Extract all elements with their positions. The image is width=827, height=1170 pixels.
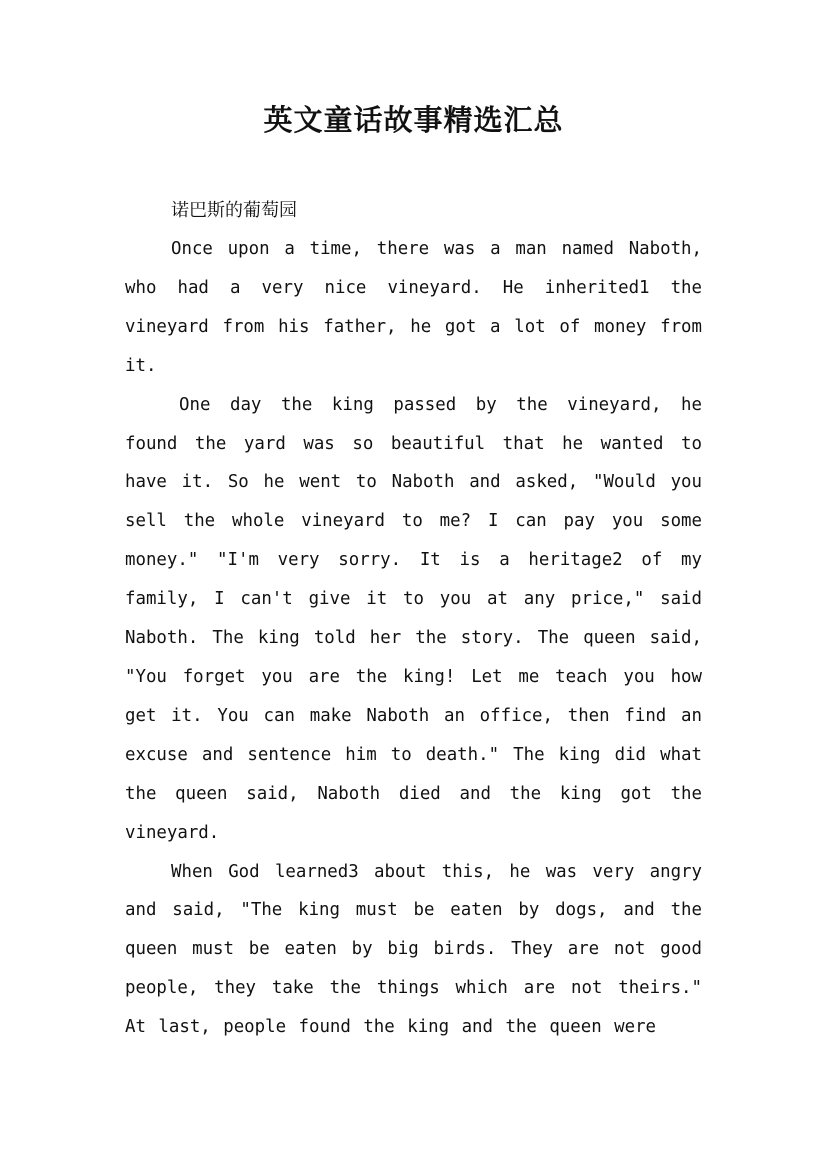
- paragraph-3: When God learned3 about this, he was very angry and said, "The king must be eaten by dogs, and the queen must be eaten by big birds. They are not good people, they take the things which are not theirs." At last, people found the king and the queen were: [125, 861, 702, 1038]
- paragraph-1: Once upon a time, there was a man named Naboth, who had a very nice vineyard. He inherited1 the vineyard from his father, he got a lot of money from it.: [125, 239, 702, 376]
- story-subtitle: 诺巴斯的葡萄园: [171, 200, 297, 221]
- paragraph-2: One day the king passed by the vineyard, he found the yard was so beautiful that he wanted to have it. So he went to Naboth and asked, "Would you sell the whole vineyard to me? I can pay you some money." "I'm very sorry. It is a heritage2 of my family, I can't give it to you at any price," said Naboth. The king told her the story. The queen said, "You forget you are the king! Let me teach you how get it. You can make Naboth an office, then find an excuse and sentence him to death." The king did what the queen said, Naboth died and the king got the vineyard.: [125, 394, 702, 843]
- document-body: [125, 192, 702, 1047]
- document-title: 英文童话故事精选汇总: [263, 103, 564, 137]
